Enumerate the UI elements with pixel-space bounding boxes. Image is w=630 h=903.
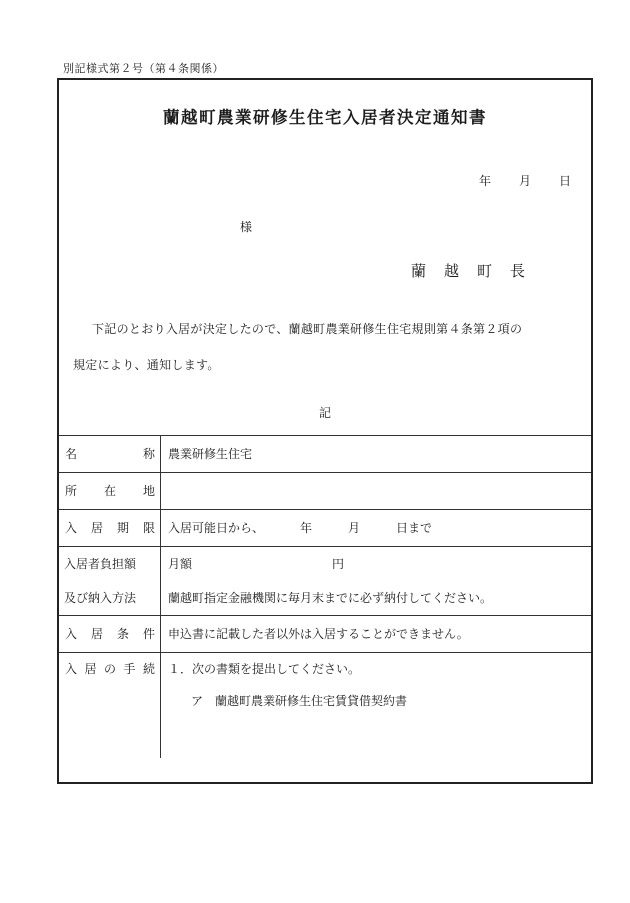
body-text-line-2: 規定により、通知します。: [73, 358, 220, 372]
value-name: 農業研修生住宅: [161, 436, 592, 473]
value-conditions: 申込書に記載した者以外は入居することができません。: [161, 616, 592, 653]
table-row-period: [59, 510, 591, 547]
table-row-location: [59, 473, 591, 510]
label-payment-1: 入居者負担額: [64, 557, 137, 571]
procedure-item-1a: ア 蘭越町農業研修生住宅賃貸借契約書: [191, 694, 408, 708]
label-procedure: 入 居 の 手 続: [65, 662, 155, 676]
label-period: 入 居 期 限: [65, 521, 155, 535]
form-number-label: 別記様式第２号（第４条関係）: [63, 62, 224, 75]
value-location: [161, 473, 592, 510]
ki-heading: 記: [318, 406, 331, 420]
label-payment-2: 及び納入方法: [64, 591, 137, 605]
addressee-suffix: 様: [240, 220, 253, 234]
value-payment-amount: 月額 円: [168, 557, 345, 571]
table-row-procedure: [59, 653, 591, 759]
notice-frame: [57, 78, 593, 784]
label-location: 所 在 地: [65, 484, 155, 498]
date-month: 月: [518, 174, 531, 188]
issuer-char-1: 蘭: [411, 262, 427, 280]
issuer-name: [411, 260, 543, 281]
table-row-conditions: [59, 616, 591, 653]
issuer-char-4: 長: [510, 262, 526, 280]
issuer-char-3: 町: [477, 262, 493, 280]
value-payment-method: 蘭越町指定金融機関に毎月末までに必ず納付してください。: [168, 591, 493, 605]
label-conditions: 入 居 条 件: [65, 627, 155, 641]
procedure-item-1: １．次の書類を提出してください。: [168, 662, 361, 676]
table-row-name: [59, 436, 591, 473]
table-row-payment: [59, 547, 591, 616]
details-table: [59, 435, 591, 758]
value-period: 入居可能日から、 年 月 日まで: [161, 510, 592, 547]
body-text-line-1: 下記のとおり入居が決定したので、蘭越町農業研修生住宅規則第４条第２項の: [92, 322, 523, 336]
issuer-char-2: 越: [444, 262, 460, 280]
document-title: 蘭越町農業研修生住宅入居者決定通知書: [163, 108, 487, 127]
date-line: [479, 172, 571, 189]
label-name: 名 称: [65, 447, 155, 461]
date-year: 年: [478, 174, 491, 188]
date-day: 日: [558, 174, 571, 188]
